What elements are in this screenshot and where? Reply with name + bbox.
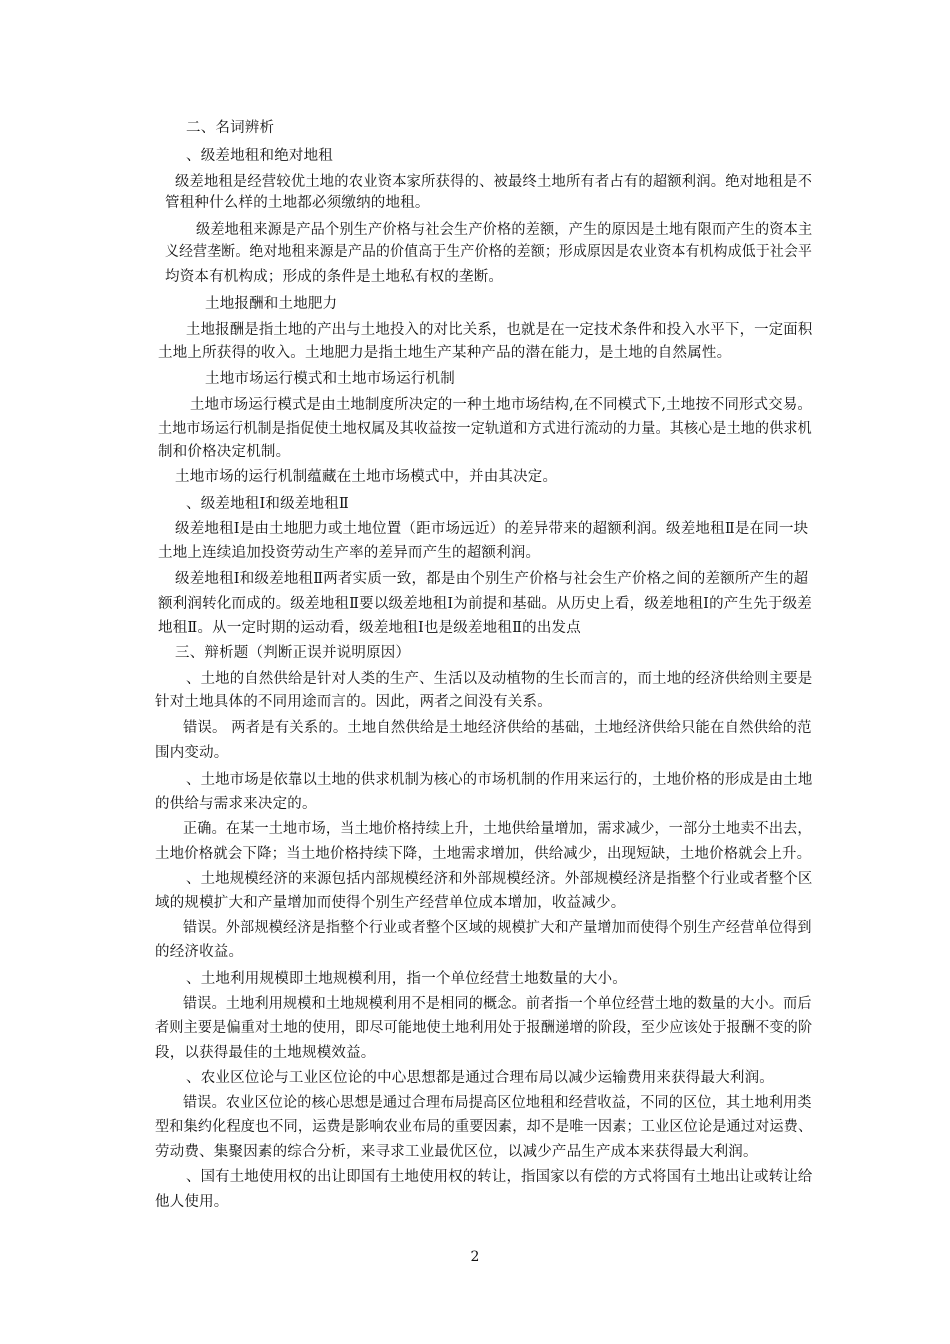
text-line: 土地市场运行模式是由土地制度所决定的一种土地市场结构,在不同模式下,土地按不同形式交易。 (190, 397, 812, 413)
text-line: 义经营垄断。绝对地租来源是产品的价值高于生产价格的差额；形成原因是农业资本有机构成低于社会平 (165, 244, 813, 260)
text-line: 土地上所获得的收入。土地肥力是指土地生产某种产品的潜在能力，是土地的自然属性。 (158, 345, 732, 361)
answer-line: 错误。土地利用规模和土地规模利用不是相同的概念。前者指一个单位经营土地的数量的大小。而后 (183, 996, 812, 1012)
question-line: 、国有土地使用权的出让即国有土地使用权的转让，指国家以有偿的方式将国有土地出让或转让给 (186, 1169, 813, 1185)
text-line: 均资本有机构成；形成的条件是土地私有权的垄断。 (165, 269, 504, 285)
section-heading: 三、辩析题（判断正误并说明原因） (175, 645, 411, 661)
text-line: 级差地租是经营较优土地的农业资本家所获得的、被最终土地所有者占有的超额利润。绝对地租是不 (175, 174, 813, 190)
answer-line: 正确。在某一土地市场，当土地价格持续上升，土地供给量增加，需求减少，一部分土地卖不出去， (183, 821, 812, 837)
item-title: 土地市场运行模式和土地市场运行机制 (205, 371, 455, 387)
item-title: 、级差地租Ⅰ和级差地租Ⅱ (186, 496, 349, 512)
question-line: 、土地的自然供给是针对人类的生产、生活以及动植物的生长而言的，而土地的经济供给则主要是 (186, 671, 813, 687)
section-heading: 二、名词辨析 (186, 120, 275, 136)
question-line: 、土地市场是依靠以土地的供求机制为核心的市场机制的作用来运行的，土地价格的形成是由土地 (186, 772, 813, 788)
answer-line: 错误。农业区位论的核心思想是通过合理布局提高区位地租和经营收益，不同的区位，其土地利用类 (183, 1095, 812, 1111)
question-line: 他人使用。 (155, 1194, 229, 1210)
question-line: 、土地利用规模即土地规模利用，指一个单位经营土地数量的大小。 (186, 971, 627, 987)
question-line: 、农业区位论与工业区位论的中心思想都是通过合理布局以减少运输费用来获得最大利润。 (186, 1070, 774, 1086)
text-line: 土地市场的运行机制蕴藏在土地市场模式中，并由其决定。 (175, 469, 558, 485)
text-line: 制和价格决定机制。 (158, 444, 291, 460)
text-line: 级差地租来源是产品个别生产价格与社会生产价格的差额，产生的原因是土地有限而产生的资本主 (196, 222, 813, 238)
text-line: 土地报酬是指土地的产出与土地投入的对比关系，也就是在一定技术条件和投入水平下，一定面积 (186, 322, 813, 338)
item-title: 、级差地租和绝对地租 (186, 148, 333, 164)
answer-line: 者则主要是偏重对土地的使用，即尽可能地使土地利用处于报酬递增的阶段，至少应该处于报酬不变的阶 (155, 1020, 813, 1036)
text-line: 级差地租Ⅰ是由土地肥力或土地位置（距市场远近）的差异带来的超额利润。级差地租Ⅱ是在同一块 (175, 521, 809, 537)
answer-line: 错误。外部规模经济是指整个行业或者整个区域的规模扩大和产量增加而使得个别生产经营单位得到 (183, 920, 812, 936)
answer-line: 围内变动。 (155, 745, 229, 761)
question-line: 、土地规模经济的来源包括内部规模经济和外部规模经济。外部规模经济是指整个行业或者整个区 (186, 871, 813, 887)
page-number: 2 (470, 1249, 480, 1265)
item-title: 土地报酬和土地肥力 (205, 296, 338, 312)
question-line: 针对土地具体的不同用途而言的。因此，两者之间没有关系。 (155, 694, 552, 710)
text-line: 土地市场运行机制是指促使土地权属及其收益按一定轨道和方式进行流动的力量。其核心是土地的供求机 (158, 421, 812, 437)
answer-line: 段，以获得最佳的土地规模效益。 (155, 1045, 376, 1061)
answer-line: 错误。 两者是有关系的。土地自然供给是土地经济供给的基础，土地经济供给只能在自然供给的范 (183, 720, 812, 736)
text-line: 管租种什么样的土地都必须缴纳的地租。 (165, 195, 430, 211)
question-line: 的供给与需求来决定的。 (155, 796, 317, 812)
answer-line: 劳动费、集聚因素的综合分析，来寻求工业最优区位，以减少产品生产成本来获得最大利润。 (155, 1144, 758, 1160)
text-line: 土地上连续追加投资劳动生产率的差异而产生的超额利润。 (158, 545, 541, 561)
answer-line: 土地价格就会下降；当土地价格持续下降，土地需求增加，供给减少，出现短缺，土地价格就会上升。 (155, 846, 812, 862)
answer-line: 的经济收益。 (155, 944, 244, 960)
answer-line: 型和集约化程度也不同，运费是影响农业布局的重要因素，却不是唯一因素；工业区位论是通过对运费、 (155, 1119, 813, 1135)
question-line: 域的规模扩大和产量增加而使得个别生产经营单位成本增加，收益减少。 (155, 895, 626, 911)
text-line: 级差地租Ⅰ和级差地租Ⅱ两者实质一致，都是由个别生产价格与社会生产价格之间的差额所产生的超 (175, 571, 809, 587)
text-line: 地租Ⅱ。从一定时期的运动看，级差地租Ⅰ也是级差地租Ⅱ的出发点 (158, 620, 581, 636)
text-line: 额利润转化而成的。级差地租Ⅱ要以级差地租Ⅰ为前提和基础。从历史上看，级差地租Ⅰ的产生先于级差 (158, 596, 813, 612)
